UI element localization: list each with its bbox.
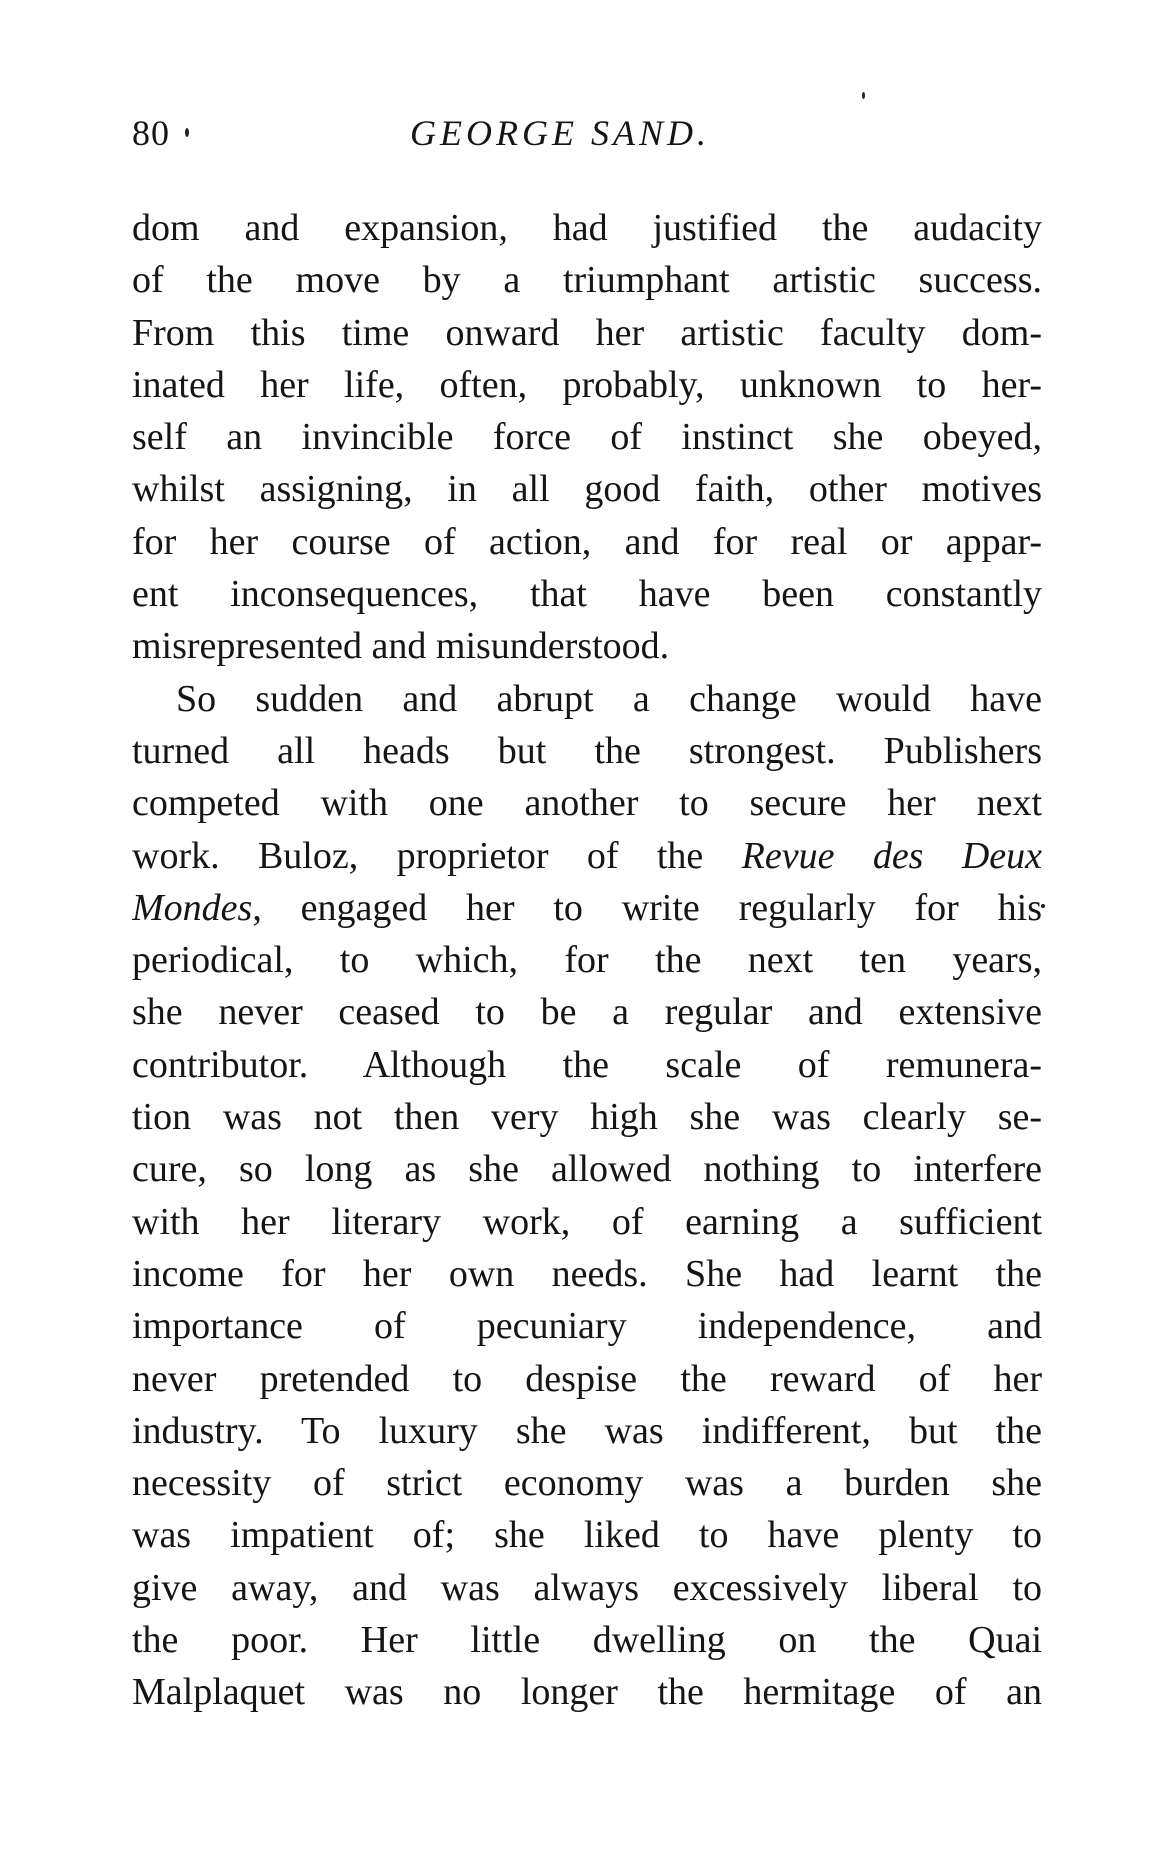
text-line: periodical, to which, for the next ten years, xyxy=(132,939,1042,982)
text-line: competed with one another to secure her next xyxy=(132,782,1042,825)
text-line: importance of pecuniary independence, and xyxy=(132,1305,1042,1348)
text-line-with-title xyxy=(132,830,1042,882)
text-line: tion was not then very high she was clearly se- xyxy=(132,1096,1042,1139)
text-line: give away, and was always excessively liberal to xyxy=(132,1566,1042,1609)
text-line: income for her own needs. She had learnt the xyxy=(132,1252,1042,1295)
text-line: industry. To luxury she was indifferent, but the xyxy=(132,1409,1042,1452)
text-line: Malplaquet was no longer the hermitage of an xyxy=(132,1671,1042,1714)
text-line: necessity of strict economy was a burden she xyxy=(132,1462,1042,1505)
ink-speck xyxy=(862,92,865,99)
text-line: dom and expansion, had justified the audacity xyxy=(132,207,1042,249)
text-line: self an invincible force of instinct she obeyed, xyxy=(132,416,1042,459)
text-line: inated her life, often, probably, unknown to her- xyxy=(132,363,1042,406)
body-text xyxy=(132,202,1042,1719)
page-number: 80 xyxy=(132,113,170,153)
text-line: cure, so long as she allowed nothing to interfere xyxy=(132,1148,1042,1191)
text-line: with her literary work, of earning a sufficient xyxy=(132,1200,1042,1243)
text-line: she never ceased to be a regular and extensive xyxy=(132,991,1042,1034)
text-line: contributor. Although the scale of remunera- xyxy=(132,1043,1042,1086)
text-line: turned all heads but the strongest. Publishers xyxy=(132,729,1042,772)
periodical-title-cont: Mondes xyxy=(132,886,253,929)
text-line: of the move by a triumphant artistic success. xyxy=(132,259,1042,302)
text-line: ent inconsequences, that have been constantly xyxy=(132,573,1042,616)
text-line: never pretended to despise the reward of her xyxy=(132,1357,1042,1400)
running-head xyxy=(132,112,1042,162)
text-segment: work. Buloz, proprietor of the xyxy=(132,834,742,877)
periodical-title: Revue des Deux xyxy=(741,834,1042,877)
ink-speck xyxy=(185,128,189,137)
text-segment: , engaged her to write regularly for his xyxy=(252,886,1042,929)
text-line: for her course of action, and for real or appar- xyxy=(132,520,1042,563)
text-line-with-title xyxy=(132,882,1042,934)
text-line: was impatient of; she liked to have plenty to xyxy=(132,1514,1042,1557)
text-line: the poor. Her little dwelling on the Quai xyxy=(132,1619,1042,1662)
running-title: GEORGE SAND. xyxy=(410,113,710,153)
text-line: misrepresented and misunderstood. xyxy=(132,625,670,668)
text-line: whilst assigning, in all good faith, other motives xyxy=(132,468,1042,511)
text-line: From this time onward her artistic faculty dom- xyxy=(132,311,1042,354)
text-line: So sudden and abrupt a change would have xyxy=(176,677,1042,720)
